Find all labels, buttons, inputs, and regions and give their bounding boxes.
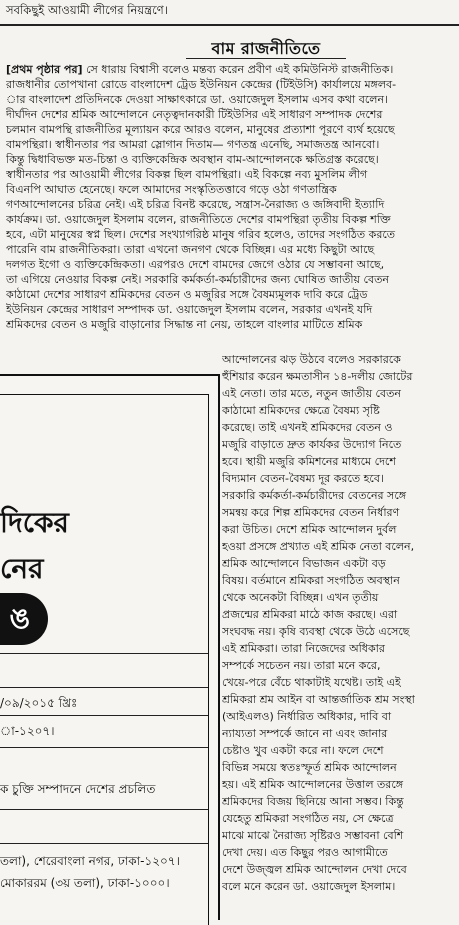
article-line: দীর্ঘদিন দেশের শ্রমিক আন্দোলনে নেতৃত্বদানকারী টিইউসির এই সাধারণ সম্পাদক দেশের [6, 108, 383, 121]
column-line: চেষ্টাও খুব একটা করে না। ফলে দেশে [222, 744, 384, 757]
ad-divider [0, 747, 208, 748]
column-line: দেশে উজ্জ্বল শ্রমিক আন্দোলন দেখা দেবে [222, 863, 407, 876]
article-line: শ্রমিকদের বেতন ও মজুরি বাড়ানোর সিদ্ধান্ত না নেয়, তাহলে বাংলার মাটিতে শ্রমিক [6, 318, 363, 331]
column-line: (আইএলও) নির্ধারিত অধিকার, দাবি বা [222, 710, 392, 723]
article-line: হবে, এটা মানুষের স্বপ্ন ছিল। দেশের সংখ্যাগরিষ্ঠ মানুষ গরিব হলেও, তাদের সংগঠিত করতে [6, 228, 396, 241]
column-line: মাঝে মাঝে নৈরাজ্য সৃষ্টিরও সম্ভাবনা বেশি [222, 829, 404, 842]
column-line: কাঠামো শ্রমিকদের ক্ষেত্রে বৈষম্য সৃষ্টি [222, 404, 380, 417]
article-line: ার বাংলাদেশ প্রতিদিনকে দেওয়া সাক্ষাৎকারে ডা. ওয়াজেদুল ইসলাম এসব কথা বলেন। [6, 93, 388, 106]
column-line: শ্রমিক আন্দোলনে বিভাজন একটা বড় [222, 557, 386, 570]
article-line: গণআন্দোলনের চরিত্র নেই। এই চরিত্র বিনষ্ট করেছে, সন্ত্রাস-নৈরাজ্য ও জঙ্গিবাদী ইত্যাদি [6, 198, 385, 211]
column-line: হওয়া প্রসঙ্গে প্রখ্যাত এই শ্রমিক নেতা বলেন, [222, 540, 415, 553]
article-body-wide [6, 62, 454, 352]
column-line: দেখা দেয়। এত কিছুর পরও আগামীতে [222, 846, 388, 859]
article-line-first [6, 62, 454, 77]
column-line: ন্যায্যতা সম্পর্কে জানে না এবং জানার [222, 727, 388, 740]
advertisement-box [0, 374, 220, 920]
column-line: এই নেতা। তার মতে, নতুন জাতীয় বেতন [222, 387, 401, 400]
column-line: আন্দোলনের ঝড় উঠবে বলেও সরকারকে [222, 353, 401, 366]
column-line: করা উচিত। দেশে শ্রমিক আন্দোলন দুর্বল [222, 523, 397, 536]
article-line: চলমান বামপন্থি রাজনীতির মূল্যায়ন করে আরও বলেন, মানুষের প্রত্যাশা পূরণে ব্যর্থ হয়েছে [6, 123, 395, 136]
ad-divider [0, 715, 208, 716]
ad-divider [0, 653, 208, 654]
ad-title-line-1: দিকের [0, 506, 69, 539]
ad-office-line-2: মোকাররম (৩য় তলা), ঢাকা-১০০০। [0, 876, 170, 890]
column-line: বিষয়। বর্তমানে শ্রমিকরা সংগঠিত অবস্থান [222, 574, 400, 587]
ad-address-line: া-১২০৭। [0, 724, 55, 738]
column-line: থেকে অনেকটা বিচ্ছিন্ন। এখন তৃতীয় [222, 591, 379, 604]
column-line: শ্রমিকদের বিজয় ছিনিয়ে আনা সম্ভব। কিন্তু [222, 795, 404, 808]
advertisement-inner-frame [0, 394, 209, 925]
column-line: বিদ্যমান বেতন-বৈষম্য দূর করতে হবে। [222, 472, 384, 485]
article-line: পারেনি বাম রাজনীতিকরা। তারা এখনো জনগণ থেকে বিচ্ছিন্ন। এর মধ্যে কিছুটা আছে [6, 243, 375, 256]
article-line: কার্যক্রম। ডা. ওয়াজেদুল ইসলাম বলেন, রাজনীতিতে দেশের বামপন্থিরা তৃতীয় বিকল্প শক্তি [6, 213, 391, 226]
column-line: সংঘবদ্ধ নয়। কৃষি ব্যবস্থা থেকে উঠে এসেছে [222, 625, 410, 638]
column-line: বলে মনে করেন ডা. ওয়াজেদুল ইসলাম। [222, 880, 396, 893]
column-line: হয়। এই শ্রমিক আন্দোলনের উত্তাল তরঙ্গে [222, 778, 404, 791]
column-line: সমন্বয় করে শিল্প শ্রমিকদের বেতন নির্ধারণ [222, 506, 400, 519]
article-line: রাজধানীর তোপখানা রোডে বাংলাদেশ ট্রেড ইউনিয়ন কেন্দ্রের (টিইউসি) কার্যালয়ে মঙ্গলব- [6, 78, 397, 91]
article-line: তা এগিয়ে নেওয়ার বিকল্প নেই। সরকারি কর্মকর্তা-কর্মচারীদের জন্য ঘোষিত জাতীয় বেতন [6, 273, 389, 286]
column-line: হবে। স্থায়ী মজুরি কমিশনের মাধ্যমে দেশে [222, 455, 396, 468]
column-line: সরকারি কর্মকর্তা-কর্মচারীদের বেতনের সঙ্গে [222, 489, 407, 502]
ad-black-pill: ঙ [0, 593, 48, 645]
column-line: করেছে। তাই এখনই শ্রমিকদের বেতন ও [222, 421, 393, 434]
column-line: মজুরি বাড়াতে দ্রুত কার্যকর উদ্যোগ নিতে [222, 438, 402, 451]
lead-label: [প্রথম পৃষ্ঠার পর] [6, 63, 83, 76]
ad-date-line: /০৯/২০১৫ খ্রিঃ [0, 696, 78, 710]
column-line: যেহেতু শ্রমিকরা সংগঠিত নয়, সে ক্ষেত্রে [222, 812, 394, 825]
article-line-0: সে ধারায় বিশ্বাসী বলেও মন্তব্য করেন প্রবীণ এই কমিউনিস্ট রাজনীতিক। [86, 63, 394, 76]
top-line-text: সবকিছুই আওয়ামী লীগের নিয়ন্ত্রণে। [6, 3, 168, 17]
column-line: হুঁশিয়ার করেন ক্ষমতাসীন ১৪-দলীয় জোটের [222, 370, 413, 383]
article-line: কাঠামো দেশের সাধারণ শ্রমিকদের বেতন ও মজুরির সঙ্গে বৈষম্যমূলক দাবি করে ট্রেড [6, 288, 368, 301]
ad-divider [0, 809, 208, 810]
article-line: স্বাধীনতার পর আওয়ামী লীগের বিকল্প ছিল বামপন্থিরা। এই বিকল্পে নব্য মুসলিম লীগ [6, 168, 368, 181]
article-headline: বাম রাজনীতিতে [211, 39, 321, 58]
ad-title-line-2: নের [0, 552, 44, 585]
ad-contract-line: ক চুক্তি সম্পাদনে দেশের প্রচলিত [0, 782, 156, 796]
ad-divider [0, 843, 208, 844]
column-line: খেয়ে-পরে বেঁচে থাকাটাই যথেষ্ট। তাই এই [222, 676, 401, 689]
article-line: দলগত ইগো ও ব্যক্তিকেন্দ্রিকতা। এরপরও দেশে বামদের জেগে ওঠার যে সম্ভাবনা আছে, [6, 258, 385, 271]
article-line: বিএনপি আঘাত হেনেছে। ফলে আমাদের সংস্কৃতিতত্তাবে গড়ে ওঠা গণতান্ত্রিক [6, 183, 337, 196]
column-line: সম্পর্কে সচেতন নয়। তারা মনে করে, [222, 659, 381, 672]
article-line: ইউনিয়ন কেন্দ্রের সাধারণ সম্পাদক ডা. ওয়াজেদুল ইসলাম বলেন, সরকার এখনই যদি [6, 303, 373, 316]
headline-underline [186, 58, 346, 59]
top-divider-2 [0, 25, 459, 26]
ad-divider [0, 687, 208, 688]
column-line: এই শ্রমিকরা। তারা নিজেদের অধিকার [222, 642, 385, 655]
column-line: বিভিন্ন সময়ে স্বতঃস্ফূর্ত শ্রমিক আন্দোলন [222, 761, 397, 774]
column-line: প্রজন্মের শ্রমিকরা মাঠে কাজ করছে। এরা [222, 608, 398, 621]
article-line: কিন্তু দ্বিধাবিভক্ত মত-চিন্তা ও ব্যক্তিকেন্দ্রিক অবস্থান বাম-আন্দোলনকে ক্ষতিগ্রস্ত করেছে। [6, 153, 379, 166]
article-line: বামপন্থিরা। স্বাধীনতার পর আমরা স্লোগান দিতাম— গণতন্ত্র এনেছি, সমাজতন্ত্র আনবো। [6, 138, 380, 151]
ad-office-line-1: তলা), শেরেবাংলা নগর, ঢাকা-১২০৭। [0, 854, 180, 868]
column-line: শ্রমিকরা শ্রম আইন বা আন্তর্জাতিক শ্রম সংস্থা [222, 693, 415, 706]
